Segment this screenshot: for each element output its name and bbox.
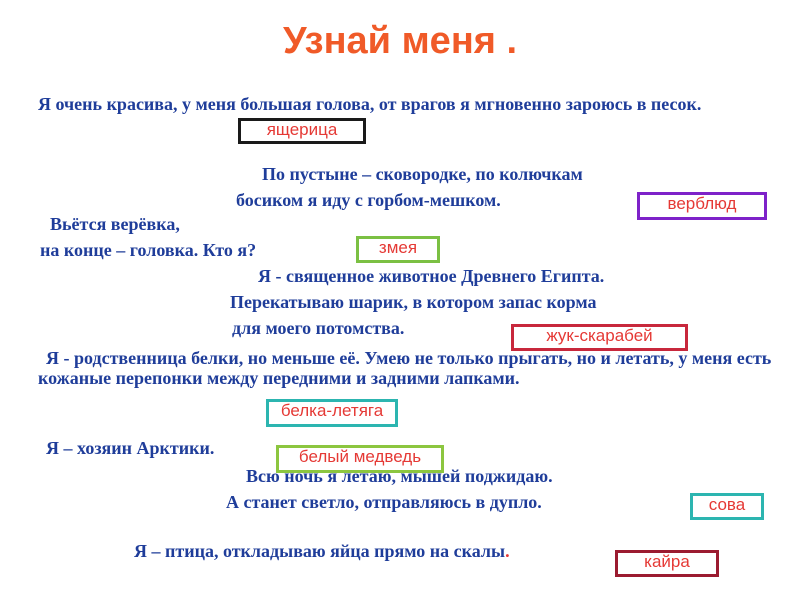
- riddle-guillemot-period: .: [505, 541, 510, 561]
- answer-polar-bear[interactable]: белый медведь: [276, 445, 444, 473]
- riddle-guillemot-line: Я – птица, откладываю яйца прямо на скалы: [134, 541, 506, 561]
- riddle-scarab-line-3: для моего потомства.: [232, 318, 405, 338]
- riddle-lizard-text: Я очень красива, у меня большая голова, от врагов я мгновенно зароюсь в песок.: [38, 94, 702, 114]
- answer-camel[interactable]: верблюд: [637, 192, 767, 220]
- riddle-owl-line-1: Всю ночь я летаю, мышей поджидаю.: [246, 466, 553, 486]
- answer-owl[interactable]: сова: [690, 493, 764, 520]
- riddle-owl-line-2: А станет светло, отправляюсь в дупло.: [226, 492, 542, 512]
- page-title: Узнай меня .: [282, 20, 518, 62]
- riddle-camel-line-1: По пустыне – сковородке, по колючкам: [262, 164, 583, 184]
- riddle-snake-line-1: Вьётся верёвка,: [50, 214, 180, 234]
- riddle-flying-squirrel-text: Я - родственница белки, но меньше её. Умею не только прыгать, но и летать, у меня есть кожаные перепонки между передними и задними лапками.: [38, 348, 772, 388]
- riddle-guillemot-text: [134, 541, 510, 561]
- answer-lizard[interactable]: ящерица: [238, 118, 366, 144]
- answer-snake[interactable]: змея: [356, 236, 440, 263]
- answer-guillemot[interactable]: кайра: [615, 550, 719, 577]
- riddle-snake-line-2: на конце – головка. Кто я?: [40, 240, 257, 260]
- answer-scarab[interactable]: жук-скарабей: [511, 324, 688, 351]
- riddle-scarab-line-1: Я - священное животное Древнего Египта.: [258, 266, 605, 286]
- riddle-polar-bear-text: Я – хозяин Арктики.: [46, 438, 215, 458]
- riddle-camel-line-2: босиком я иду с горбом-мешком.: [236, 190, 501, 210]
- riddle-scarab-line-2: Перекатываю шарик, в котором запас корма: [230, 292, 597, 312]
- answer-flying-squirrel[interactable]: белка-летяга: [266, 399, 398, 427]
